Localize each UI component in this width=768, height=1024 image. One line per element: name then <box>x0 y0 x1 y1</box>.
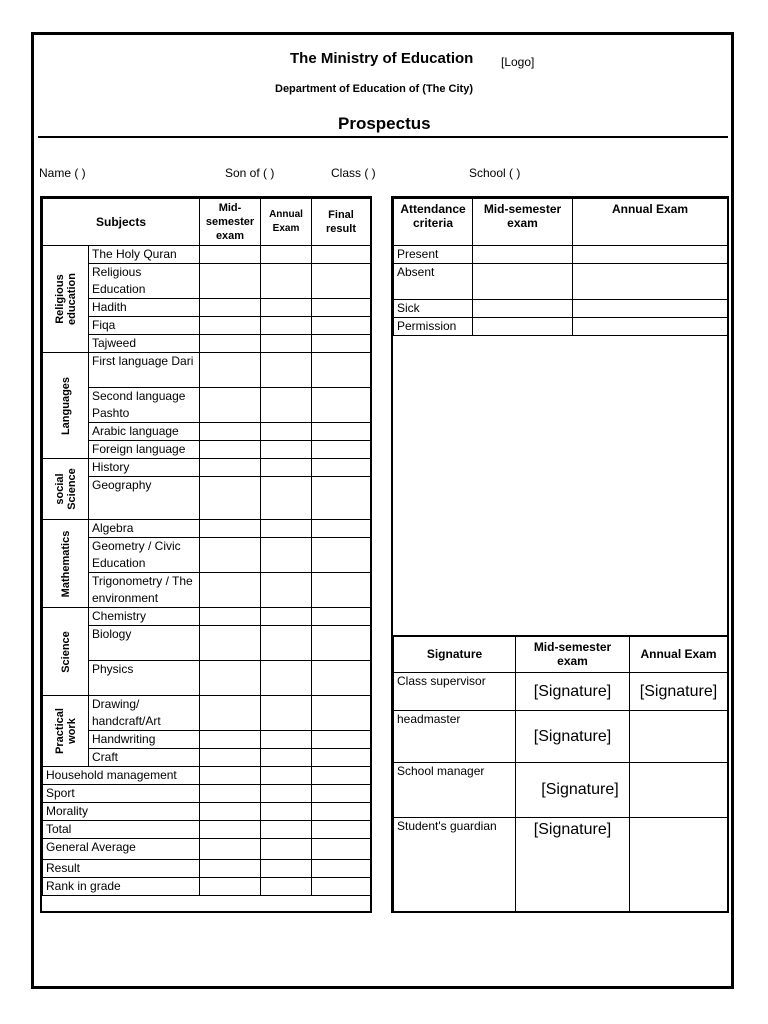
ministry-title: The Ministry of Education <box>290 50 474 67</box>
subject-holy-quran: The Holy Quran <box>89 246 200 264</box>
final-result-header: Final result <box>312 199 371 246</box>
subject-second-language: Second language Pashto <box>89 388 200 423</box>
attendance-permission: Permission <box>394 318 473 336</box>
attendance-annual-header: Annual Exam <box>573 199 728 246</box>
signature-table <box>393 635 728 913</box>
guardian-mid-signature: [Signature] <box>516 817 630 912</box>
subject-chemistry: Chemistry <box>89 608 200 626</box>
subject-religious-education: Religious Education <box>89 264 200 299</box>
row-morality: Morality <box>43 803 200 821</box>
right-panel-frame <box>391 196 729 913</box>
signature-header: Signature <box>394 636 516 672</box>
headmaster-mid-signature: [Signature] <box>516 710 630 762</box>
subject-geography: Geography <box>89 477 200 520</box>
school-field: School ( ) <box>469 166 521 180</box>
son-of-field: Son of ( ) <box>225 166 275 180</box>
subject-geometry: Geometry / Civic Education <box>89 538 200 573</box>
attendance-present: Present <box>394 246 473 264</box>
attendance-absent: Absent <box>394 264 473 300</box>
group-social-science: social Science <box>43 459 89 520</box>
subject-physics: Physics <box>89 661 200 696</box>
grades-table-frame <box>40 196 372 913</box>
document-title: Prospectus <box>338 114 431 133</box>
row-total: Total <box>43 821 200 839</box>
subject-hadith: Hadith <box>89 299 200 317</box>
subject-biology: Biology <box>89 626 200 661</box>
group-mathematics: Mathematics <box>43 520 89 608</box>
row-result: Result <box>43 860 200 878</box>
group-practical-work: Practical work <box>43 696 89 767</box>
signer-school-manager: School manager <box>394 762 516 817</box>
subject-arabic: Arabic language <box>89 423 200 441</box>
attendance-criteria-header: Attendance criteria <box>394 199 473 246</box>
subject-algebra: Algebra <box>89 520 200 538</box>
name-field: Name ( ) <box>39 166 86 180</box>
class-field: Class ( ) <box>331 166 376 180</box>
signer-headmaster: headmaster <box>394 710 516 762</box>
subject-drawing: Drawing/ handcraft/Art <box>89 696 200 731</box>
subject-foreign: Foreign language <box>89 441 200 459</box>
subject-craft: Craft <box>89 749 200 767</box>
row-household: Household management <box>43 767 200 785</box>
subject-tajweed: Tajweed <box>89 335 200 353</box>
grades-table <box>42 198 371 896</box>
attendance-table <box>393 198 728 336</box>
signer-guardian: Student's guardian <box>394 817 516 912</box>
attendance-mid-header: Mid-semester exam <box>473 199 573 246</box>
subject-trigonometry: Trigonometry / The environment <box>89 573 200 608</box>
class-supervisor-annual-signature: [Signature] <box>630 672 728 710</box>
annual-exam-header: Annual Exam <box>261 199 312 246</box>
group-languages: Languages <box>43 353 89 459</box>
attendance-sick: Sick <box>394 300 473 318</box>
row-sport: Sport <box>43 785 200 803</box>
class-supervisor-mid-signature: [Signature] <box>516 672 630 710</box>
subject-first-language: First language Dari <box>89 353 200 388</box>
department-title: Department of Education of (The City) <box>275 83 473 95</box>
row-general-average: General Average <box>43 839 200 860</box>
school-manager-mid-signature: [Signature] <box>516 762 630 817</box>
group-science: Science <box>43 608 89 696</box>
row-rank: Rank in grade <box>43 878 200 896</box>
subject-handwriting: Handwriting <box>89 731 200 749</box>
signer-class-supervisor: Class supervisor <box>394 672 516 710</box>
signature-annual-header: Annual Exam <box>630 636 728 672</box>
group-religious: Religious education <box>43 246 89 353</box>
signature-mid-header: Mid-semester exam <box>516 636 630 672</box>
subjects-header: Subjects <box>43 199 200 246</box>
logo-placeholder: [Logo] <box>501 55 535 69</box>
subject-history: History <box>89 459 200 477</box>
header-rule <box>38 136 728 138</box>
subject-fiqa: Fiqa <box>89 317 200 335</box>
mid-semester-header: Mid-semester exam <box>200 199 261 246</box>
